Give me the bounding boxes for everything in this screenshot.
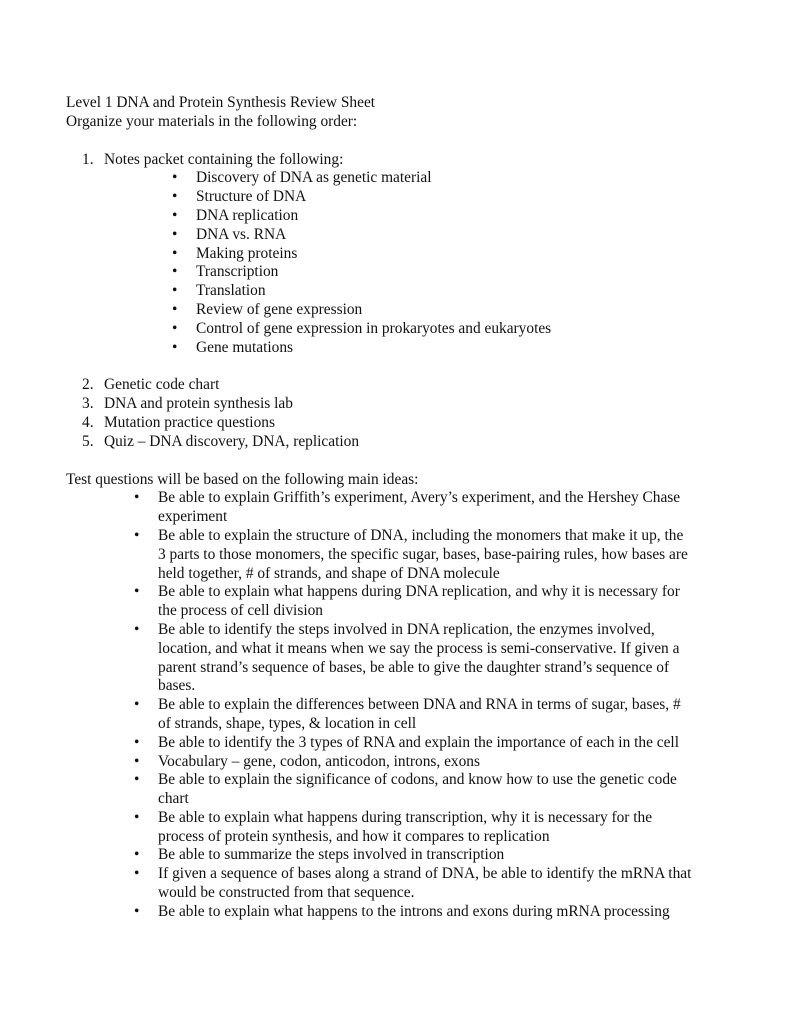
main-idea-text-line: process of protein synthesis, and how it compares to replication [158, 827, 550, 845]
bullet-icon: • [134, 846, 140, 864]
bullet-icon: • [134, 489, 140, 507]
bullet-icon: • [172, 282, 178, 300]
main-idea-text-line: Be able to explain Griffith’s experiment, Avery’s experiment, and the Hershey Chase [158, 489, 681, 507]
bullet-icon: • [172, 206, 178, 224]
main-idea-item [118, 846, 716, 865]
main-idea-text-line: Be able to identify the 3 types of RNA and explain the importance of each in the cell [158, 733, 679, 751]
main-ideas-list [118, 489, 716, 921]
main-idea-text-line: Be able to explain the structure of DNA, including the monomers that make it up, the [158, 526, 684, 544]
item-label: Notes packet containing the following: [104, 150, 344, 168]
bullet-icon: • [134, 733, 140, 751]
page-subtitle: Organize your materials in the following order: [66, 112, 358, 130]
main-idea-item [118, 621, 716, 696]
main-idea-text-line: held together, # of strands, and shape of DNA molecule [158, 564, 500, 582]
main-idea-text-line: Be able to explain the significance of codons, and know how to use the genetic code [158, 771, 677, 789]
main-idea-item [118, 734, 716, 753]
materials-item [82, 376, 716, 395]
main-idea-item [118, 771, 716, 809]
bullet-icon: • [172, 225, 178, 243]
main-idea-text-line: Be able to explain the differences between DNA and RNA in terms of sugar, bases, # [158, 696, 681, 714]
bullet-icon: • [172, 319, 178, 337]
materials-item [82, 151, 716, 358]
notes-topic-item [156, 339, 716, 358]
item-label: DNA and protein synthesis lab [104, 395, 293, 413]
main-idea-text-line: Be able to explain what happens to the introns and exons during mRNA processing [158, 902, 670, 920]
main-idea-item [118, 527, 716, 583]
bullet-icon: • [134, 752, 140, 770]
main-idea-item [118, 696, 716, 734]
test-heading: Test questions will be based on the following main ideas: [66, 470, 419, 488]
item-number: 3. [82, 395, 94, 413]
main-idea-text-line: bases. [158, 677, 196, 695]
bullet-icon: • [134, 771, 140, 789]
page-title: Level 1 DNA and Protein Synthesis Review Sheet [66, 94, 376, 111]
notes-topic-label: Making proteins [196, 244, 298, 262]
item-label: Quiz – DNA discovery, DNA, replication [104, 432, 360, 450]
notes-topic-label: Gene mutations [196, 338, 294, 356]
bullet-icon: • [134, 526, 140, 544]
spacer [66, 132, 716, 151]
materials-list [66, 151, 716, 358]
spacer [66, 452, 716, 471]
materials-item [82, 395, 716, 414]
notes-topic-item [156, 282, 716, 301]
spacer [66, 357, 716, 376]
notes-topic-label: DNA replication [196, 206, 299, 224]
bullet-icon: • [134, 620, 140, 638]
item-number: 5. [82, 432, 94, 450]
item-number: 2. [82, 376, 94, 394]
main-idea-text-line: of strands, shape, types, & location in cell [158, 714, 417, 732]
bullet-icon: • [172, 188, 178, 206]
notes-topic-item [156, 207, 716, 226]
bullet-icon: • [134, 902, 140, 920]
notes-topic-item [156, 320, 716, 339]
item-label: Genetic code chart [104, 376, 220, 394]
notes-topic-item [156, 169, 716, 188]
main-idea-text-line: chart [158, 790, 189, 808]
bullet-icon: • [134, 808, 140, 826]
bullet-icon: • [134, 583, 140, 601]
review-sheet [66, 94, 716, 922]
main-idea-text-line: the process of cell division [158, 602, 323, 620]
materials-item [82, 414, 716, 433]
main-idea-text-line: Be able to explain what happens during DNA replication, and why it is necessary for [158, 583, 680, 601]
main-idea-text-line: 3 parts to those monomers, the specific sugar, bases, base-pairing rules, how bases are [158, 545, 688, 563]
main-idea-text-line: Vocabulary – gene, codon, anticodon, introns, exons [158, 752, 480, 770]
main-idea-item [118, 753, 716, 772]
notes-topic-item [156, 188, 716, 207]
notes-topic-item [156, 263, 716, 282]
notes-topic-label: Review of gene expression [196, 300, 363, 318]
item-number: 4. [82, 413, 94, 431]
main-idea-item [118, 809, 716, 847]
main-idea-item [118, 583, 716, 621]
bullet-icon: • [172, 263, 178, 281]
main-idea-text-line: location, and what it means when we say the process is semi-conservative. If given a [158, 639, 680, 657]
bullet-icon: • [134, 865, 140, 883]
bullet-icon: • [134, 696, 140, 714]
main-idea-item [118, 865, 716, 903]
notes-topic-label: Transcription [196, 263, 279, 281]
bullet-icon: • [172, 300, 178, 318]
main-idea-item [118, 489, 716, 527]
notes-topic-label: Control of gene expression in prokaryotes and eukaryotes [196, 319, 552, 337]
item-label: Mutation practice questions [104, 413, 275, 431]
notes-topic-item [156, 226, 716, 245]
notes-topic-label: Translation [196, 282, 266, 300]
materials-list-continued [66, 376, 716, 451]
main-idea-text-line: experiment [158, 508, 228, 526]
bullet-icon: • [172, 169, 178, 187]
main-idea-text-line: Be able to explain what happens during transcription, why it is necessary for the [158, 808, 653, 826]
main-idea-text-line: Be able to summarize the steps involved in transcription [158, 846, 505, 864]
notes-topic-label: Structure of DNA [196, 188, 307, 206]
notes-topic-item [156, 301, 716, 320]
notes-topic-label: Discovery of DNA as genetic material [196, 169, 432, 187]
main-idea-text-line: parent strand’s sequence of bases, be able to give the daughter strand’s sequence of [158, 658, 670, 676]
materials-item [82, 433, 716, 452]
bullet-icon: • [172, 244, 178, 262]
main-idea-text-line: would be constructed from that sequence. [158, 884, 415, 902]
notes-topic-item [156, 245, 716, 264]
item-number: 1. [82, 150, 94, 168]
bullet-icon: • [172, 338, 178, 356]
main-idea-text-line: Be able to identify the steps involved in DNA replication, the enzymes involved, [158, 620, 655, 638]
notes-contents-list [156, 169, 716, 357]
main-idea-text-line: If given a sequence of bases along a strand of DNA, be able to identify the mRNA that [158, 865, 692, 883]
notes-topic-label: DNA vs. RNA [196, 225, 287, 243]
main-idea-item [118, 903, 716, 922]
